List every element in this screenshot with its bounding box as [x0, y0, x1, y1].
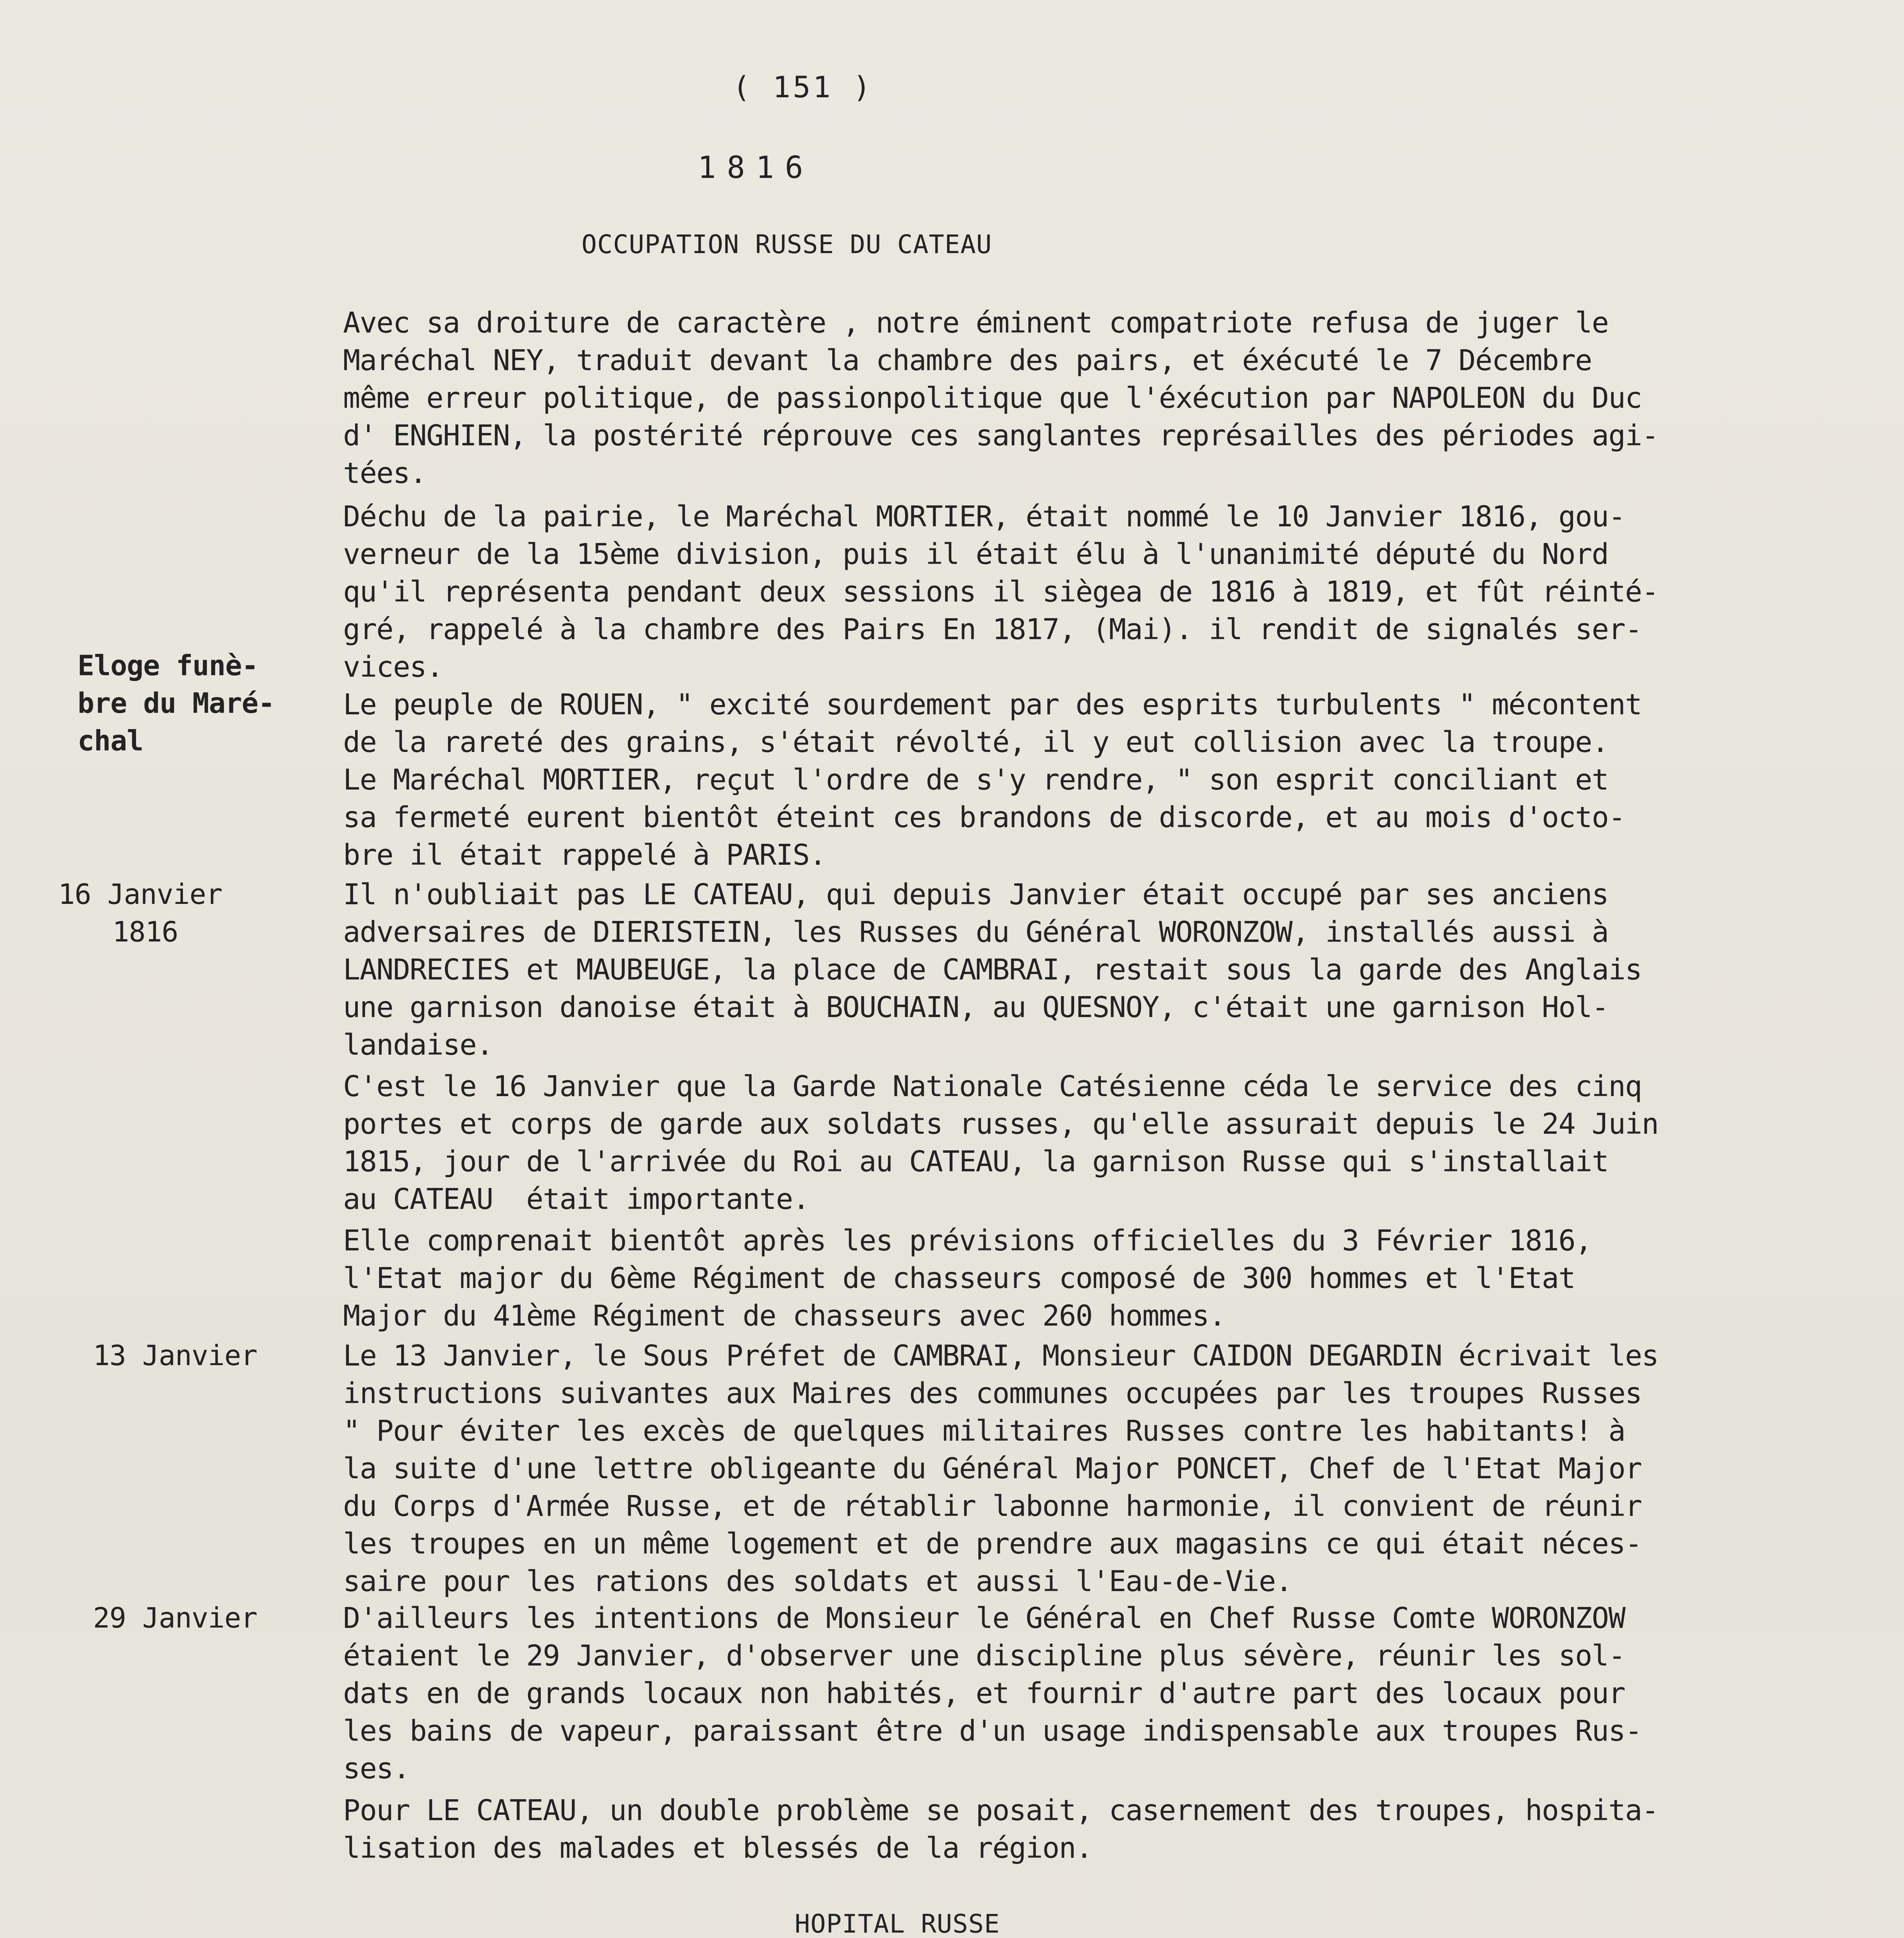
- margin-note: 29 Janvier: [93, 1602, 257, 1634]
- text-line: sa fermeté eurent bientôt éteint ces brandons de discorde, et au mois d'octo-: [343, 801, 1625, 834]
- text-line: Pour LE CATEAU, un double problème se posait, casernement des troupes, hospita-: [343, 1794, 1659, 1827]
- text-line: adversaires de DIERISTEIN, les Russes du Général WORONZOW, installés aussi à: [343, 916, 1609, 949]
- text-line: D'ailleurs les intentions de Monsieur le Général en Chef Russe Comte WORONZOW: [343, 1602, 1625, 1635]
- text-line: au CATEAU était importante.: [343, 1183, 809, 1216]
- text-line: gré, rappelé à la chambre des Pairs En 1817, (Mai). il rendit de signalés ser-: [343, 613, 1642, 646]
- margin-note: chal: [78, 724, 143, 757]
- text-line: Le 13 Janvier, le Sous Préfet de CAMBRAI, Monsieur CAIDON DEGARDIN écrivait les: [343, 1339, 1659, 1372]
- text-line: les bains de vapeur, paraissant être d'un usage indispensable aux troupes Rus-: [343, 1714, 1642, 1748]
- text-line: de la rareté des grains, s'était révolté, il y eut collision avec la troupe.: [343, 726, 1609, 759]
- text-line: même erreur politique, de passionpolitique que l'éxécution par NAPOLEON du Duc: [343, 381, 1642, 415]
- margin-note: 16 Janvier: [58, 878, 222, 910]
- text-line: la suite d'une lettre obligeante du Général Major PONCET, Chef de l'Etat Major: [343, 1452, 1642, 1485]
- text-line: Major du 41ème Régiment de chasseurs avec 260 hommes.: [343, 1299, 1226, 1333]
- text-line: verneur de la 15ème division, puis il était élu à l'unanimité député du Nord: [343, 538, 1609, 571]
- margin-note: bre du Maré-: [78, 687, 275, 719]
- text-line: portes et corps de garde aux soldats russes, qu'elle assurait depuis le 24 Juin: [343, 1107, 1659, 1141]
- text-line: l'Etat major du 6ème Régiment de chasseurs composé de 300 hommes et l'Etat: [343, 1262, 1575, 1295]
- text-line: qu'il représenta pendant deux sessions il siègea de 1816 à 1819, et fût réinté-: [343, 575, 1659, 609]
- text-line: les troupes en un même logement et de prendre aux magasins ce qui était néces-: [343, 1527, 1642, 1560]
- margin-note: Eloge funè-: [78, 649, 258, 682]
- text-line: " Pour éviter les excès de quelques militaires Russes contre les habitants! à: [343, 1414, 1625, 1448]
- text-line: étaient le 29 Janvier, d'observer une discipline plus sévère, réunir les sol-: [343, 1639, 1625, 1672]
- section-heading-hopital: HOPITAL RUSSE: [795, 1909, 1000, 1938]
- text-line: Il n'oubliait pas LE CATEAU, qui depuis Janvier était occupé par ses anciens: [343, 878, 1609, 911]
- text-line: Déchu de la pairie, le Maréchal MORTIER, était nommé le 10 Janvier 1816, gou-: [343, 500, 1625, 533]
- text-line: Le peuple de ROUEN, " excité sourdement par des esprits turbulents " mécontent: [343, 688, 1642, 721]
- text-line: lisation des malades et blessés de la région.: [343, 1831, 1092, 1865]
- text-line: 1815, jour de l'arrivée du Roi au CATEAU, la garnison Russe qui s'installait: [343, 1145, 1609, 1178]
- text-line: Le Maréchal MORTIER, reçut l'ordre de s'y rendre, " son esprit conciliant et: [343, 763, 1609, 797]
- page-number: ( 151 ): [733, 70, 873, 104]
- text-line: Avec sa droiture de caractère , notre éminent compatriote refusa de juger le: [343, 306, 1609, 340]
- text-line: tées.: [343, 457, 426, 490]
- year-heading: 1816: [698, 150, 814, 185]
- text-line: dats en de grands locaux non habités, et fournir d'autre part des locaux pour: [343, 1677, 1625, 1710]
- section-heading-occupation: OCCUPATION RUSSE DU CATEAU: [581, 229, 992, 259]
- text-line: LANDRECIES et MAUBEUGE, la place de CAMBRAI, restait sous la garde des Anglais: [343, 953, 1642, 986]
- text-line: C'est le 16 Janvier que la Garde Nationale Catésienne céda le service des cinq: [343, 1070, 1642, 1103]
- text-line: bre il était rappelé à PARIS.: [343, 838, 826, 872]
- text-line: Maréchal NEY, traduit devant la chambre des pairs, et éxécuté le 7 Décembre: [343, 344, 1592, 377]
- text-line: Elle comprenait bientôt après les prévisions officielles du 3 Février 1816,: [343, 1224, 1592, 1257]
- text-line: instructions suivantes aux Maires des communes occupées par les troupes Russes: [343, 1377, 1642, 1410]
- text-line: saire pour les rations des soldats et aussi l'Eau-de-Vie.: [343, 1565, 1292, 1598]
- text-line: du Corps d'Armée Russe, et de rétablir labonne harmonie, il convient de réunir: [343, 1490, 1642, 1523]
- text-line: ses.: [343, 1752, 410, 1785]
- margin-note: 1816: [112, 916, 178, 948]
- text-line: vices.: [343, 650, 443, 684]
- text-line: une garnison danoise était à BOUCHAIN, au QUESNOY, c'était une garnison Hol-: [343, 991, 1609, 1024]
- text-line: d' ENGHIEN, la postérité réprouve ces sanglantes représailles des périodes agi-: [343, 419, 1659, 452]
- margin-note: 13 Janvier: [93, 1339, 257, 1372]
- text-line: landaise.: [343, 1028, 493, 1062]
